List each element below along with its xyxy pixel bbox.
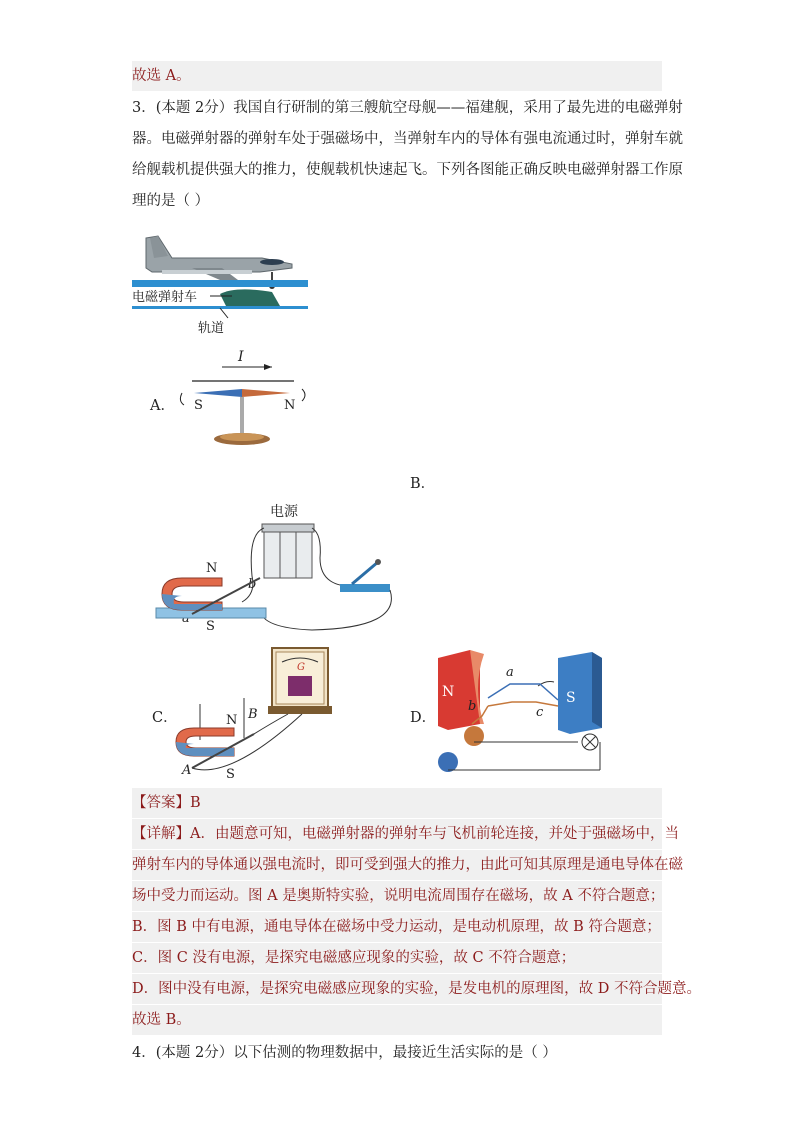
q3-stem-line1: 3．(本题 2分）我国自行研制的第三艘航空母舰——福建舰，采用了最先进的电磁弹射	[132, 100, 683, 116]
detail-line4: B．图 B 中有电源，通电导体在磁场中受力运动，是电动机原理，故 B 符合题意；	[132, 912, 662, 942]
d-label-c: c	[536, 705, 544, 720]
c-label-b: B	[248, 707, 258, 722]
option-d-letter: D．	[410, 710, 437, 726]
battery-icon	[262, 524, 314, 578]
prev-conclusion: 故选 A。	[132, 61, 662, 91]
catapult-figure	[132, 228, 312, 340]
horseshoe-magnet-icon	[156, 578, 266, 618]
option-a-letter: A．	[150, 398, 175, 414]
option-a-figure	[174, 345, 324, 455]
d-label-a: a	[506, 665, 514, 680]
c-g-label: G	[297, 662, 305, 673]
detail-line6: D．图中没有电源，是探究电磁感应现象的实验，是发电机的原理图，故 D 不符合题意。	[132, 974, 662, 1004]
answer-value: B	[190, 795, 201, 811]
b-source-label: 电源	[270, 504, 298, 520]
car-label: 电磁弹射车	[132, 290, 198, 305]
detail-line1: 【详解】A．由题意可知，电磁弹射器的弹射车与飞机前轮连接，并处于强磁场中，当	[132, 819, 662, 849]
c-label-a: A	[182, 763, 192, 778]
detail-line5: C．图 C 没有电源，是探究电磁感应现象的实验，故 C 不符合题意；	[132, 943, 662, 973]
detail-conclusion: 故选 B。	[132, 1005, 662, 1035]
q3-stem-line2: 器。电磁弹射器的弹射车处于强磁场中，当弹射车内的导体有强电流通过时，弹射车就	[132, 131, 683, 147]
c-n-pole: N	[226, 713, 238, 728]
galvanometer-icon	[268, 648, 332, 714]
a-n-pole: N	[284, 398, 296, 413]
b-s-pole: S	[206, 619, 215, 634]
detail-line3: 场中受力而运动。图 A 是奥斯特实验，说明电流周围存在磁场，故 A 不符合题意；	[132, 881, 662, 911]
track-label: 轨道	[198, 321, 225, 336]
b-label-b: b	[248, 577, 257, 592]
option-d-figure	[432, 644, 622, 782]
horseshoe-magnet-icon	[176, 728, 234, 756]
a-s-pole: S	[194, 398, 203, 413]
current-label: I	[238, 349, 244, 365]
detail-label: 【详解】	[132, 826, 190, 842]
answer-line	[132, 788, 662, 818]
detail-line2: 弹射车内的导体通以强电流时，即可受到强大的推力，由此可知其原理是通电导体在磁	[132, 850, 662, 880]
b-n-pole: N	[206, 561, 218, 576]
c-s-pole: S	[226, 767, 235, 782]
d-s-pole: S	[566, 690, 576, 706]
option-c-figure	[170, 644, 340, 782]
switch-icon	[340, 559, 390, 592]
d-n-pole: N	[442, 684, 455, 700]
option-b-figure	[152, 498, 402, 638]
answer-label: 【答案】	[132, 795, 190, 811]
q3-stem-line4: 理的是（ ）	[132, 193, 210, 209]
q3-stem-line3: 给舰载机提供强大的推力，使舰载机快速起飞。下列各图能正确反映电磁弹射器工作原	[132, 162, 683, 178]
option-c-letter: C．	[152, 710, 178, 726]
option-b-letter: B．	[410, 476, 436, 492]
d-label-b: b	[468, 699, 477, 714]
q4-stem-line1: 4．(本题 2分）以下估测的物理数据中，最接近生活实际的是（ ）	[132, 1045, 557, 1061]
